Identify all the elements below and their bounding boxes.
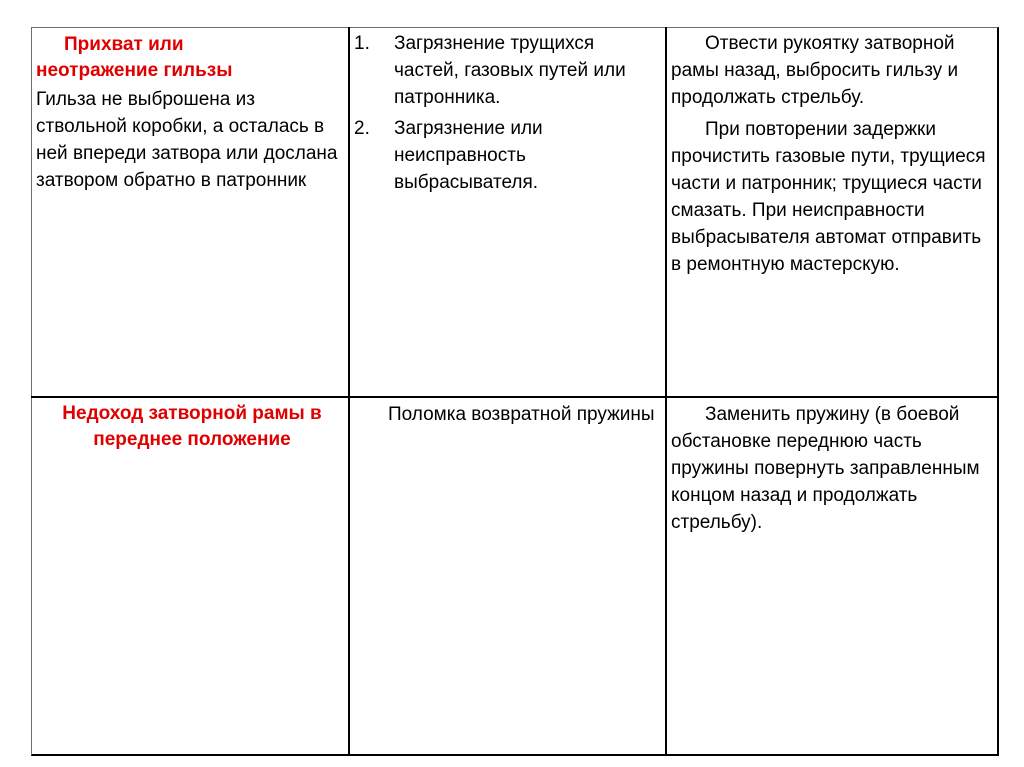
cause-text: Загрязнение или неисправность выбрасывателя. bbox=[394, 118, 543, 193]
malfunction-title-line2: неотражение гильзы bbox=[36, 60, 233, 81]
cause-number: 2. bbox=[354, 118, 370, 139]
remedy-paragraph: Отвести рукоятку затворной рамы назад, выбросить гильзу и продолжать стрельбу. bbox=[671, 33, 959, 108]
cause-number: 1. bbox=[354, 33, 370, 54]
causes-list bbox=[354, 30, 662, 196]
malfunction-table bbox=[31, 27, 999, 756]
row-divider bbox=[31, 396, 999, 398]
column-divider-2 bbox=[665, 27, 667, 756]
list-item bbox=[354, 115, 662, 196]
remedy-paragraph: При повторении задержки прочистить газовые пути, трущиеся части и патронник; трущиеся части смазать. При неисправности выбрасывателя автомат отправить в ремонтную мастерскую. bbox=[671, 119, 986, 275]
list-item bbox=[354, 30, 662, 111]
malfunction-title: Недоход затворной рамы в переднее положение bbox=[62, 403, 322, 450]
remedy-paragraph: Заменить пружину (в боевой обстановке переднюю часть пружины повернуть заправленным концом назад и продолжать стрельбу). bbox=[671, 404, 980, 533]
malfunction-cell bbox=[36, 32, 348, 194]
remedy-cell bbox=[671, 401, 996, 536]
malfunction-cell bbox=[36, 401, 348, 453]
cause-cell bbox=[354, 30, 662, 200]
malfunction-title bbox=[36, 32, 348, 84]
cause-text: Поломка возвратной пружины bbox=[388, 404, 655, 425]
cause-text: Загрязнение трущихся частей, газовых путей или патронника. bbox=[394, 33, 626, 108]
malfunction-description: Гильза не выброшена из ствольной коробки, а осталась в ней впереди затвора или дослана затвором обратно в патронник bbox=[36, 89, 338, 191]
malfunction-title-line1: Прихват или bbox=[64, 34, 184, 55]
remedy-cell bbox=[671, 30, 996, 283]
cause-cell bbox=[354, 401, 662, 428]
column-divider-1 bbox=[348, 27, 350, 756]
